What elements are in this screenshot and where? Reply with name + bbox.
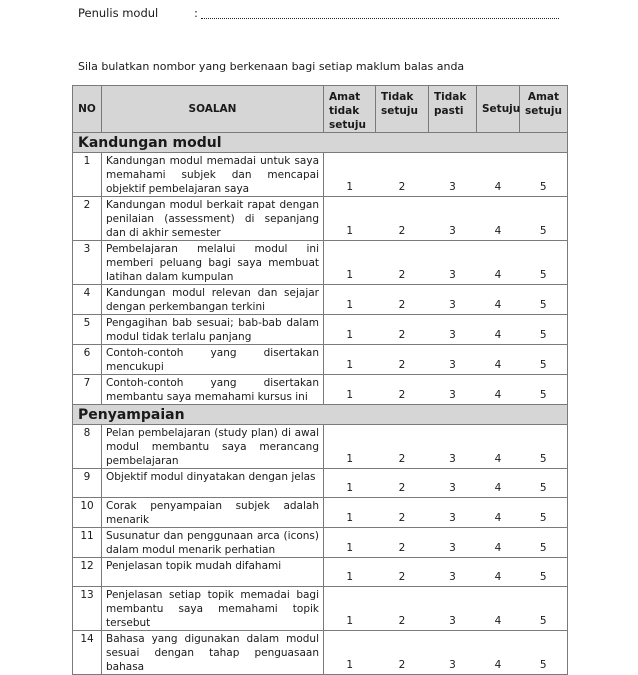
score-option-5[interactable]: 5 <box>520 469 568 498</box>
header-soalan: SOALAN <box>102 86 324 133</box>
header-scale-2: Tidak setuju <box>376 86 429 133</box>
score-option-3[interactable]: 3 <box>429 528 477 558</box>
score-option-3[interactable]: 3 <box>429 469 477 498</box>
question-text: Corak penyampaian subjek adalah menarik <box>102 498 324 528</box>
question-text: Penjelasan setiap topik memadai bagi membantu saya memahami topik tersebut <box>102 587 324 631</box>
score-option-5[interactable]: 5 <box>520 587 568 631</box>
score-option-1[interactable]: 1 <box>324 587 376 631</box>
score-option-2[interactable]: 2 <box>376 498 429 528</box>
section-title: Penyampaian <box>73 405 568 425</box>
question-number: 13 <box>73 587 102 631</box>
score-option-3[interactable]: 3 <box>429 285 477 315</box>
question-number: 1 <box>73 153 102 197</box>
score-option-4[interactable]: 4 <box>477 285 520 315</box>
score-option-5[interactable]: 5 <box>520 153 568 197</box>
header-scale-5: Amat setuju <box>520 86 568 133</box>
question-number: 10 <box>73 498 102 528</box>
question-number: 11 <box>73 528 102 558</box>
score-option-5[interactable]: 5 <box>520 241 568 285</box>
score-option-1[interactable]: 1 <box>324 528 376 558</box>
score-option-2[interactable]: 2 <box>376 315 429 345</box>
section-title: Kandungan modul <box>73 133 568 153</box>
score-option-4[interactable]: 4 <box>477 587 520 631</box>
score-option-2[interactable]: 2 <box>376 153 429 197</box>
author-field <box>78 6 198 20</box>
question-number: 4 <box>73 285 102 315</box>
question-row <box>73 345 568 375</box>
header-row <box>73 86 568 133</box>
score-option-4[interactable]: 4 <box>477 528 520 558</box>
score-option-3[interactable]: 3 <box>429 498 477 528</box>
question-row <box>73 587 568 631</box>
score-option-2[interactable]: 2 <box>376 197 429 241</box>
author-fill-line[interactable] <box>201 18 559 19</box>
question-text: Bahasa yang digunakan dalam modul sesuai dengan tahap penguasaan bahasa <box>102 631 324 675</box>
question-number: 6 <box>73 345 102 375</box>
question-text: Pelan pembelajaran (study plan) di awal modul membantu saya merancang pembelajaran <box>102 425 324 469</box>
question-text: Pembelajaran melalui modul ini memberi peluang bagi saya membuat latihan dalam kumpulan <box>102 241 324 285</box>
score-option-1[interactable]: 1 <box>324 345 376 375</box>
score-option-3[interactable]: 3 <box>429 153 477 197</box>
score-option-1[interactable]: 1 <box>324 315 376 345</box>
score-option-5[interactable]: 5 <box>520 558 568 587</box>
question-text: Susunatur dan penggunaan arca (icons) dalam modul menarik perhatian <box>102 528 324 558</box>
question-text: Kandungan modul memadai untuk saya memahami subjek dan mencapai objektif pembelajaran saya <box>102 153 324 197</box>
score-option-4[interactable]: 4 <box>477 375 520 405</box>
question-number: 14 <box>73 631 102 675</box>
question-text: Kandungan modul relevan dan sejajar dengan perkembangan terkini <box>102 285 324 315</box>
question-row <box>73 631 568 675</box>
author-label: Penulis modul <box>78 6 159 20</box>
score-option-4[interactable]: 4 <box>477 469 520 498</box>
score-option-1[interactable]: 1 <box>324 241 376 285</box>
score-option-5[interactable]: 5 <box>520 528 568 558</box>
question-number: 9 <box>73 469 102 498</box>
score-option-4[interactable]: 4 <box>477 558 520 587</box>
score-option-4[interactable]: 4 <box>477 345 520 375</box>
question-number: 3 <box>73 241 102 285</box>
score-option-3[interactable]: 3 <box>429 631 477 675</box>
score-option-4[interactable]: 4 <box>477 153 520 197</box>
score-option-5[interactable]: 5 <box>520 425 568 469</box>
score-option-3[interactable]: 3 <box>429 241 477 285</box>
question-text: Contoh-contoh yang disertakan mencukupi <box>102 345 324 375</box>
question-number: 12 <box>73 558 102 587</box>
score-option-3[interactable]: 3 <box>429 197 477 241</box>
header-no: NO <box>73 86 102 133</box>
score-option-1[interactable]: 1 <box>324 375 376 405</box>
header-scale-4: Setuju <box>477 86 520 133</box>
score-option-1[interactable]: 1 <box>324 285 376 315</box>
score-option-4[interactable]: 4 <box>477 425 520 469</box>
question-row <box>73 528 568 558</box>
question-row <box>73 153 568 197</box>
question-number: 7 <box>73 375 102 405</box>
score-option-1[interactable]: 1 <box>324 425 376 469</box>
score-option-5[interactable]: 5 <box>520 375 568 405</box>
question-row <box>73 469 568 498</box>
question-text: Kandungan modul berkait rapat dengan penilaian (assessment) di sepanjang dan di akhir semester <box>102 197 324 241</box>
questionnaire-table <box>72 85 568 675</box>
score-option-5[interactable]: 5 <box>520 631 568 675</box>
question-row <box>73 285 568 315</box>
score-option-2[interactable]: 2 <box>376 425 429 469</box>
section-row <box>73 133 568 153</box>
score-option-2[interactable]: 2 <box>376 241 429 285</box>
score-option-5[interactable]: 5 <box>520 345 568 375</box>
score-option-3[interactable]: 3 <box>429 345 477 375</box>
score-option-4[interactable]: 4 <box>477 631 520 675</box>
author-colon: : <box>194 6 198 20</box>
score-option-2[interactable]: 2 <box>376 631 429 675</box>
question-number: 5 <box>73 315 102 345</box>
question-row <box>73 425 568 469</box>
question-text: Objektif modul dinyatakan dengan jelas <box>102 469 324 498</box>
question-row <box>73 315 568 345</box>
score-option-5[interactable]: 5 <box>520 285 568 315</box>
score-option-3[interactable]: 3 <box>429 375 477 405</box>
section-row <box>73 405 568 425</box>
question-text: Pengagihan bab sesuai; bab-bab dalam modul tidak terlalu panjang <box>102 315 324 345</box>
score-option-3[interactable]: 3 <box>429 425 477 469</box>
score-option-4[interactable]: 4 <box>477 197 520 241</box>
score-option-2[interactable]: 2 <box>376 469 429 498</box>
score-option-3[interactable]: 3 <box>429 315 477 345</box>
score-option-2[interactable]: 2 <box>376 345 429 375</box>
question-row <box>73 375 568 405</box>
question-row <box>73 197 568 241</box>
score-option-4[interactable]: 4 <box>477 498 520 528</box>
score-option-3[interactable]: 3 <box>429 587 477 631</box>
score-option-1[interactable]: 1 <box>324 558 376 587</box>
question-row <box>73 241 568 285</box>
score-option-5[interactable]: 5 <box>520 498 568 528</box>
score-option-2[interactable]: 2 <box>376 285 429 315</box>
header-scale-1: Amat tidak setuju <box>324 86 376 133</box>
question-row <box>73 558 568 587</box>
score-option-3[interactable]: 3 <box>429 558 477 587</box>
score-option-4[interactable]: 4 <box>477 241 520 285</box>
header-scale-3: Tidak pasti <box>429 86 477 133</box>
score-option-2[interactable]: 2 <box>376 558 429 587</box>
score-option-5[interactable]: 5 <box>520 315 568 345</box>
question-text: Contoh-contoh yang disertakan membantu saya memahami kursus ini <box>102 375 324 405</box>
question-text: Penjelasan topik mudah difahami <box>102 558 324 587</box>
score-option-2[interactable]: 2 <box>376 528 429 558</box>
score-option-4[interactable]: 4 <box>477 315 520 345</box>
score-option-2[interactable]: 2 <box>376 587 429 631</box>
score-option-1[interactable]: 1 <box>324 197 376 241</box>
instructions: Sila bulatkan nombor yang berkenaan bagi setiap maklum balas anda <box>78 60 465 73</box>
score-option-1[interactable]: 1 <box>324 498 376 528</box>
question-number: 8 <box>73 425 102 469</box>
score-option-1[interactable]: 1 <box>324 153 376 197</box>
question-row <box>73 498 568 528</box>
score-option-2[interactable]: 2 <box>376 375 429 405</box>
question-number: 2 <box>73 197 102 241</box>
score-option-1[interactable]: 1 <box>324 631 376 675</box>
score-option-5[interactable]: 5 <box>520 197 568 241</box>
score-option-1[interactable]: 1 <box>324 469 376 498</box>
